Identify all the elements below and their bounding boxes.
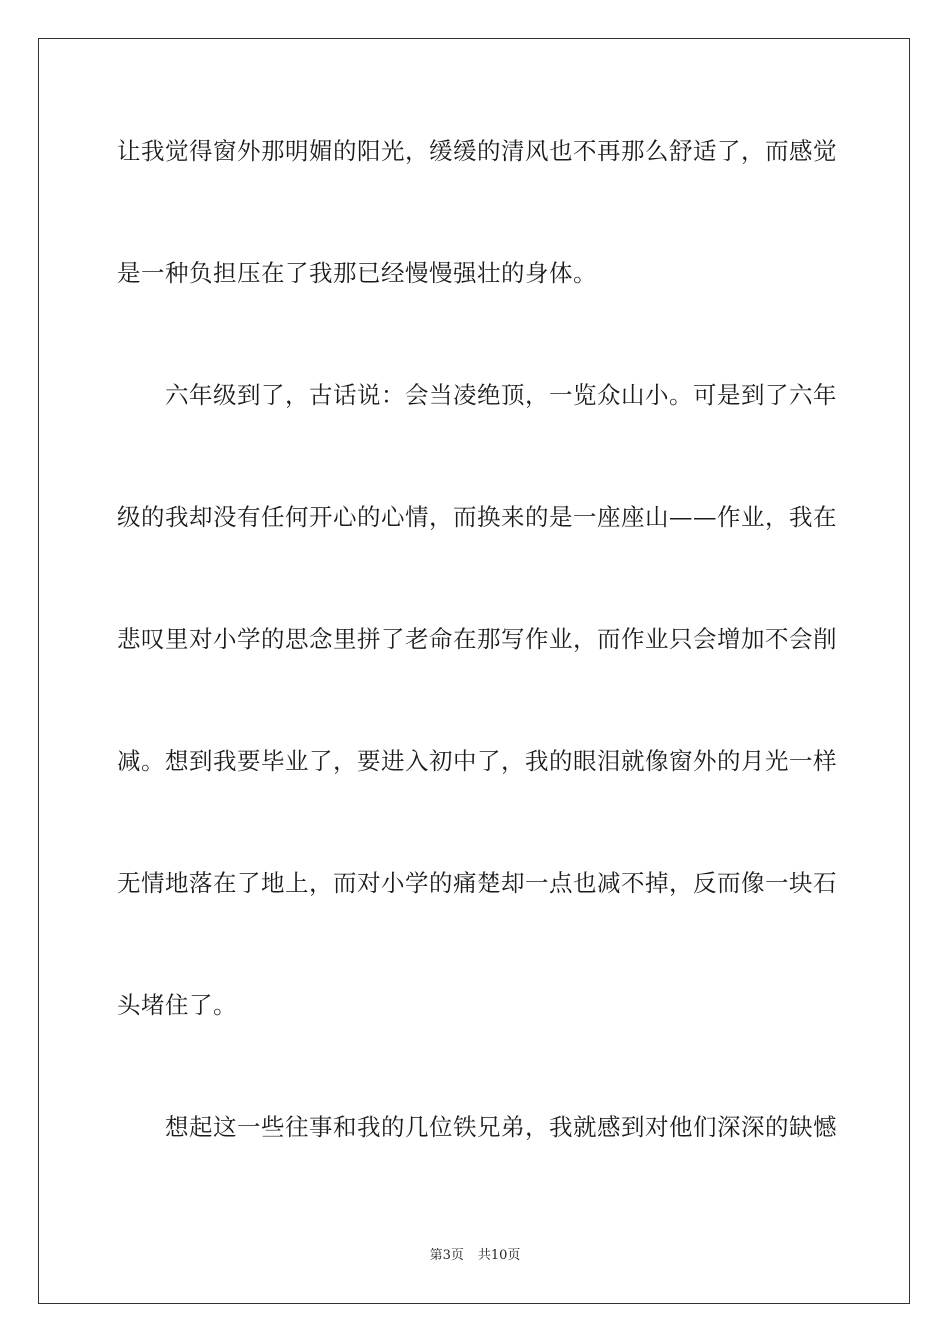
paragraph-line: 级的我却没有任何开心的心情，而换来的是一座座山——作业，我在 bbox=[117, 503, 837, 531]
paragraph-line: 头堵住了。 bbox=[117, 991, 237, 1019]
paragraph-line: 是一种负担压在了我那已经慢慢强壮的身体。 bbox=[117, 259, 597, 287]
paragraph-line: 六年级到了，古话说：会当凌绝顶，一览众山小。可是到了六年 bbox=[117, 381, 837, 409]
page-total: 共10页 bbox=[477, 1248, 521, 1263]
paragraph-line: 想起这一些往事和我的几位铁兄弟，我就感到对他们深深的缺憾 bbox=[117, 1113, 837, 1141]
paragraph-line: 悲叹里对小学的思念里拼了老命在那写作业，而作业只会增加不会削 bbox=[117, 625, 837, 653]
paragraph-line: 减。想到我要毕业了，要进入初中了，我的眼泪就像窗外的月光一样 bbox=[117, 747, 837, 775]
paragraph-line: 让我觉得窗外那明媚的阳光，缓缓的清风也不再那么舒适了，而感觉 bbox=[117, 137, 837, 165]
paragraph-line: 无情地落在了地上，而对小学的痛楚却一点也减不掉，反而像一块石 bbox=[117, 869, 837, 897]
page-footer bbox=[0, 1247, 950, 1265]
page-number: 第3页 bbox=[429, 1248, 464, 1263]
